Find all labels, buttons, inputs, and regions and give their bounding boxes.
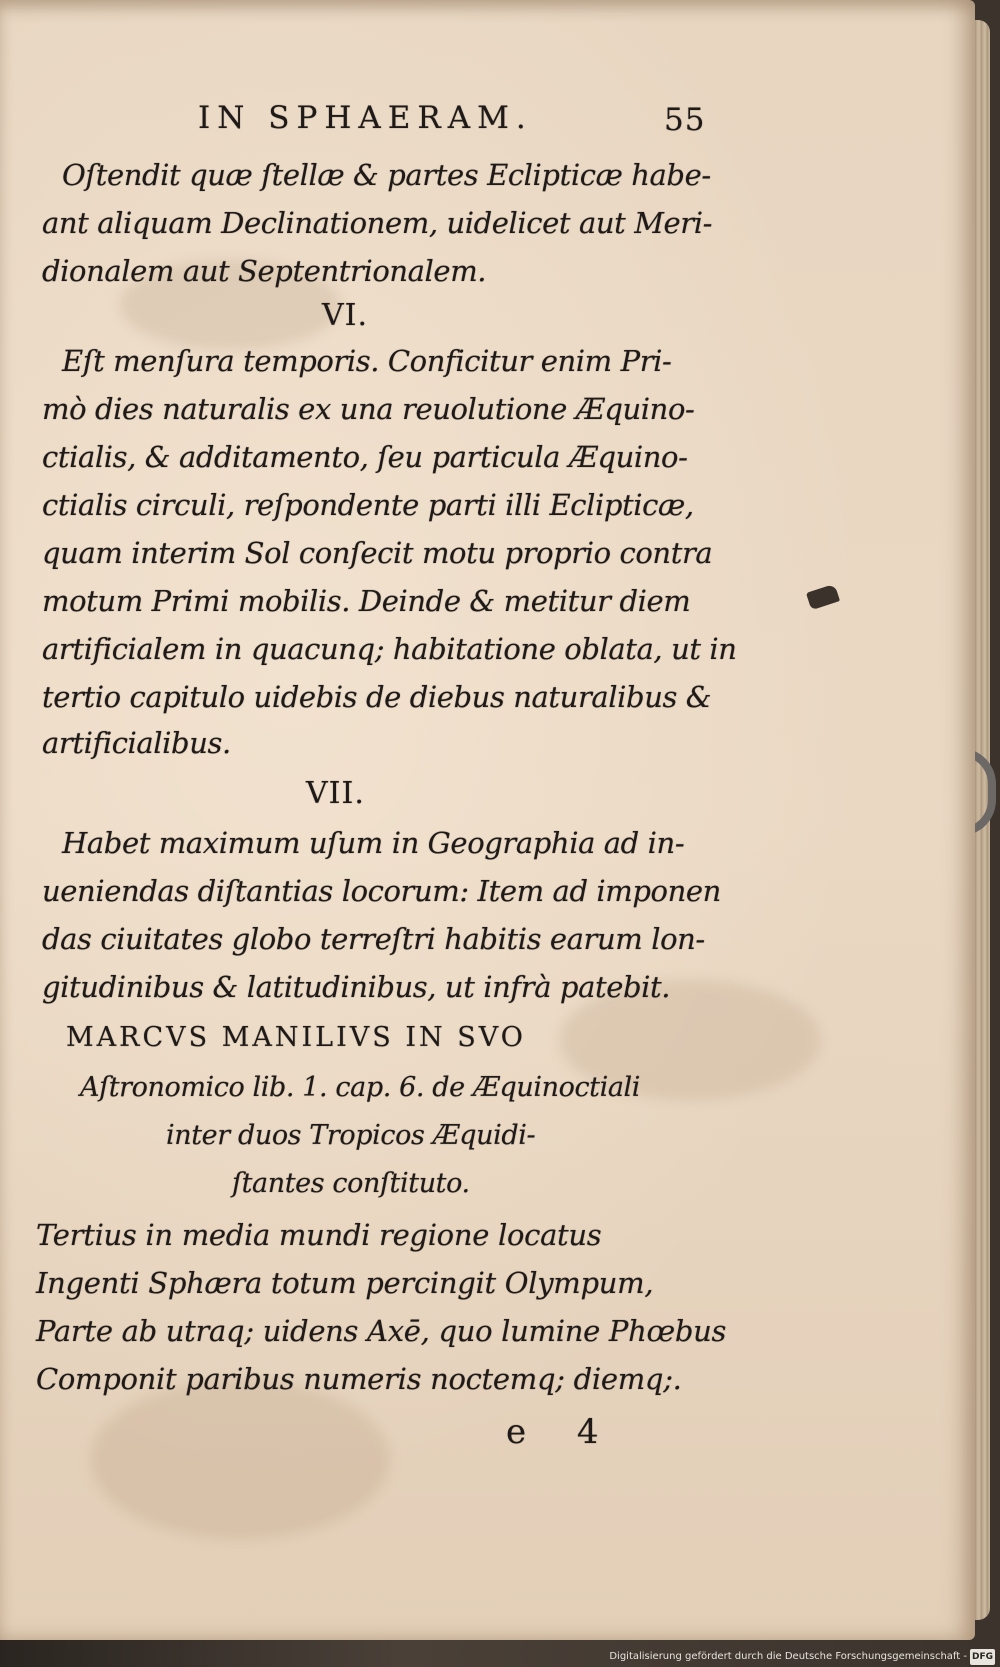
- text-line: Oſtendit quæ ſtellæ & partes Eclipticæ habe-: [62, 158, 711, 192]
- section-numeral-vii: VII.: [306, 776, 365, 811]
- paper-stain: [90, 1380, 390, 1540]
- text-line: tertio capitulo uidebis de diebus naturalibus &: [42, 680, 712, 714]
- dfg-logo: DFG: [970, 1649, 995, 1665]
- text-line: dionalem aut Septentrionalem.: [42, 254, 487, 288]
- marginal-ink-mark: [806, 584, 840, 610]
- verse-line: Parte ab utraq; uidens Axē, quo lumine Phœbus: [36, 1314, 727, 1348]
- heading-line: ſtantes conſtituto.: [232, 1168, 470, 1199]
- text-line: ueniendas diſtantias locorum: Item ad imponen: [42, 874, 721, 908]
- text-line: ctialis circuli, reſpondente parti illi Eclipticæ,: [42, 488, 694, 522]
- text-line: mò dies naturalis ex una reuolutione Æquino-: [42, 392, 695, 426]
- text-line: motum Primi mobilis. Deinde & metitur diem: [42, 584, 691, 618]
- text-line: ant aliquam Declinationem, uidelicet aut Meri-: [42, 206, 712, 240]
- section-numeral-vi: VI.: [322, 298, 369, 333]
- text-line: Eſt menſura temporis. Conficitur enim Pri-: [62, 344, 672, 378]
- text-line: gitudinibus & latitudinibus, ut infrà patebit.: [42, 970, 671, 1004]
- text-line: artificialem in quacunq; habitatione oblata, ut in: [42, 632, 737, 666]
- text-line: quam interim Sol conſecit motu proprio contra: [42, 536, 713, 570]
- verse-line: Tertius in media mundi regione locatus: [36, 1218, 602, 1252]
- heading-line: MARCVS MANILIVS IN SVO: [66, 1022, 526, 1053]
- text-line: ctialis, & additamento, ſeu particula Æquino-: [42, 440, 688, 474]
- text-line: das ciuitates globo terreſtri habitis earum lon-: [42, 922, 705, 956]
- digitization-credit: [600, 1649, 995, 1665]
- signature-mark: e 4: [506, 1412, 619, 1452]
- running-head-title: IN SPHAERAM.: [198, 100, 533, 136]
- text-line: artificialibus.: [42, 726, 231, 760]
- heading-line: inter duos Tropicos Æquidi-: [166, 1120, 536, 1151]
- credit-text: Digitalisierung gefördert durch die Deutsche Forschungsgemeinschaft -: [609, 1651, 967, 1662]
- page-number: 55: [664, 102, 706, 138]
- verse-line: Ingenti Sphæra totum percingit Olympum,: [36, 1266, 654, 1300]
- text-line: Habet maximum uſum in Geographia ad in-: [62, 826, 685, 860]
- heading-line: Aſtronomico lib. 1. cap. 6. de Æquinoctiali: [80, 1072, 641, 1103]
- verse-line: Componit paribus numeris noctemq; diemq;.: [36, 1362, 682, 1396]
